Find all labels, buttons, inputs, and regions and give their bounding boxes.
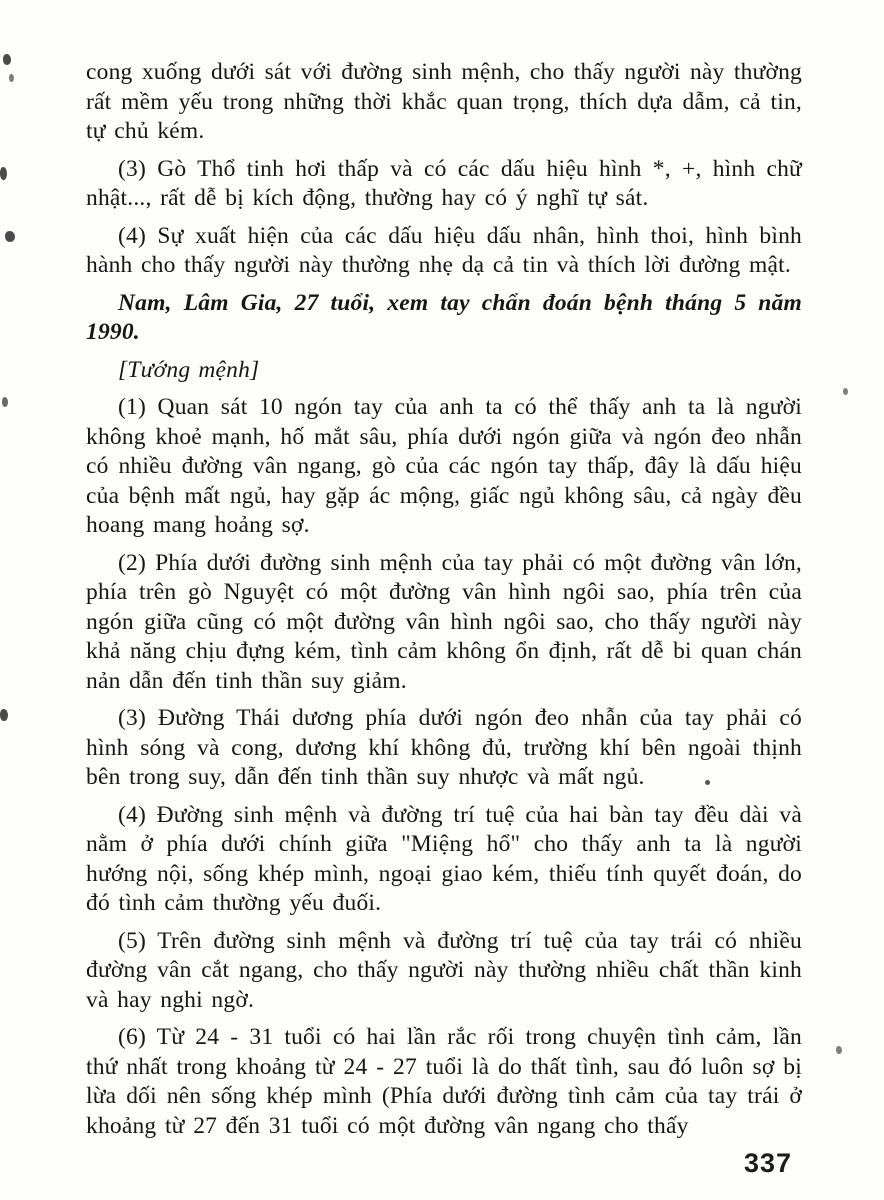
scan-speck bbox=[9, 74, 14, 82]
scan-speck bbox=[2, 397, 8, 407]
scan-speck bbox=[0, 167, 7, 180]
paragraph-sign-3: (3) Gò Thổ tinh hơi thấp và có các dấu hiệu hình *, +, hình chữ nhật..., rất dễ bị kích động, thường hay có ý nghĩ tự sát. bbox=[86, 155, 802, 211]
paragraph-finding-6: (6) Từ 24 - 31 tuổi có hai lần rắc rối trong chuyện tình cảm, lần thứ nhất trong khoảng từ 24 - 27 tuổi là do thất tình, sau đó luôn sợ bị lừa dối nên sống khép mình (Phía dưới đường tình cảm của tay trái ở khoảng từ 27 đến 31 tuổi có một đường vân ngang cho thấy bbox=[86, 1024, 802, 1139]
scan-speck bbox=[0, 709, 8, 721]
scan-speck bbox=[836, 1046, 842, 1054]
paragraph-finding-4: (4) Đường sinh mệnh và đường trí tuệ của hai bàn tay đều dài và nằm ở phía dưới chính giữa "Miệng hổ" cho thấy anh ta là người hướng nội, sống khép mình, ngoại giao kém, thiếu tính quyết đoán, do đó tình cảm thường yếu đuối. bbox=[86, 801, 802, 916]
paragraph-finding-2: (2) Phía dưới đường sinh mệnh của tay phải có một đường vân lớn, phía trên gò Nguyệt có một đường vân hình ngôi sao, phía trên của ngón giữa cũng có một đường vân hình ngôi sao, cho thấy người này khả năng chịu đựng kém, tình cảm không ổn định, rất dễ bi quan chán nản dẫn đến tinh thần suy giảm. bbox=[86, 549, 802, 694]
scan-speck bbox=[843, 388, 848, 395]
scan-speck bbox=[3, 54, 11, 65]
section-label-tuong-menh: [Tướng mệnh] bbox=[118, 356, 260, 383]
case-heading: Nam, Lâm Gia, 27 tuổi, xem tay chẩn đoán bệnh tháng 5 năm 1990. bbox=[86, 289, 802, 345]
paragraph-finding-5: (5) Trên đường sinh mệnh và đường trí tuệ của tay trái có nhiều đường vân cắt ngang, cho thấy người này thường nhiều chất thần kinh và hay nghi ngờ. bbox=[86, 927, 802, 1013]
scan-speck bbox=[705, 780, 710, 785]
paragraph-finding-3: (3) Đường Thái dương phía dưới ngón đeo nhẫn của tay phải có hình sóng và cong, dương khí không đủ, trường khí bên ngoài thịnh bên trong suy, dẫn đến tinh thần suy nhược và mất ngủ. bbox=[86, 705, 802, 790]
scan-speck bbox=[5, 231, 15, 242]
page-number: 337 bbox=[743, 1148, 792, 1178]
paragraph-finding-1: (1) Quan sát 10 ngón tay của anh ta có thể thấy anh ta là người không khoẻ mạnh, hố mắt sâu, phía dưới ngón giữa và ngón đeo nhẫn có nhiều đường vân ngang, gò của các ngón tay thấp, đây là dấu hiệu của bệnh mất ngủ, hay gặp ác mộng, giấc ngủ không sâu, cả ngày đều hoang mang hoảng sợ. bbox=[86, 394, 802, 538]
page-text-block bbox=[86, 58, 802, 1149]
paragraph-continuation: cong xuống dưới sát với đường sinh mệnh, cho thấy người này thường rất mềm yếu trong những thời khắc quan trọng, thích dựa dẫm, cả tin, tự chủ kém. bbox=[86, 59, 802, 144]
paragraph-sign-4: (4) Sự xuất hiện của các dấu hiệu dấu nhân, hình thoi, hình bình hành cho thấy người này thường nhẹ dạ cả tin và thích lời đường mật. bbox=[86, 222, 802, 278]
